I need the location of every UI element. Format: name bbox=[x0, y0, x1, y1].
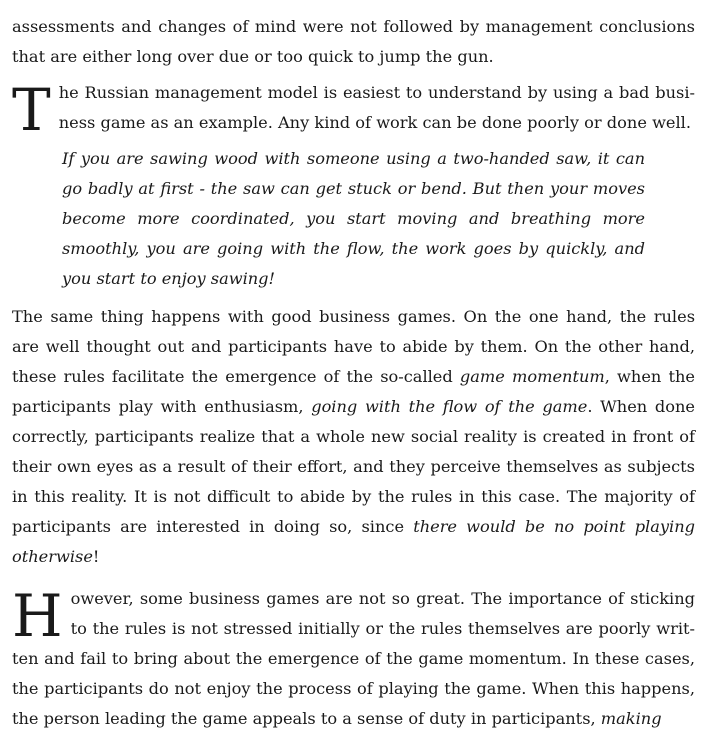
drop-cap-t: T bbox=[12, 76, 51, 144]
emphasis-flow-of-game: going with the flow of the game bbox=[311, 397, 588, 416]
document-page bbox=[12, 12, 695, 734]
emphasis-making: making bbox=[600, 709, 662, 728]
block-quote-sawing: If you are sawing wood with someone using a two-handed saw, it can go badly at first - the saw can get stuck or bend. But then your moves become more coordinated, you start moving and breathing more smoothly, you are going with the flow, the work goes by quickly, and you start to enjoy sawing! bbox=[62, 149, 645, 288]
bad-games-text-1: owever, some business games are not so great. The importance of sticking to the rules is not stressed initially or the rules themselves are poorly written and fail to bring about the emergence of the game momentum. In these cases, the participants do not enjoy the process of playing the game. When this happens, the person leading the game appeals to a sense of duty in participants, bbox=[12, 589, 695, 728]
good-games-text-3: . When done correctly, participants realize that a whole new social reality is created in front of their own eyes as a result of their effort, and they perceive themselves as subjects in this reality. It is not difficult to abide by the rules in this case. The majority of participants are interested in doing so, since bbox=[12, 397, 696, 536]
emphasis-no-point: there would be no point playing otherwise bbox=[12, 517, 695, 566]
emphasis-game-momentum: game momentum bbox=[459, 367, 605, 386]
good-games-text-2: , when the participants play with enthusiasm, bbox=[12, 367, 696, 416]
good-games-text-1: The same thing happens with good business games. On the one hand, the rules are well thought out and participants have to abide by them. On the other hand, these rules facilitate the emergence of the so-called bbox=[12, 307, 695, 386]
paragraph-russian-model bbox=[12, 76, 695, 144]
good-games-text-4: ! bbox=[92, 547, 100, 566]
paragraph-russian-model-text: he Russian management model is easiest to understand by using a bad business game as an example. Any kind of work can be done poorly or done well. bbox=[58, 83, 695, 132]
paragraph-continuation: assessments and changes of mind were not followed by management conclusions that are either long over due or too quick to jump the gun. bbox=[12, 17, 695, 66]
paragraph-bad-games bbox=[12, 584, 695, 734]
drop-cap-h: H bbox=[12, 582, 63, 650]
paragraph-good-games bbox=[12, 302, 695, 572]
